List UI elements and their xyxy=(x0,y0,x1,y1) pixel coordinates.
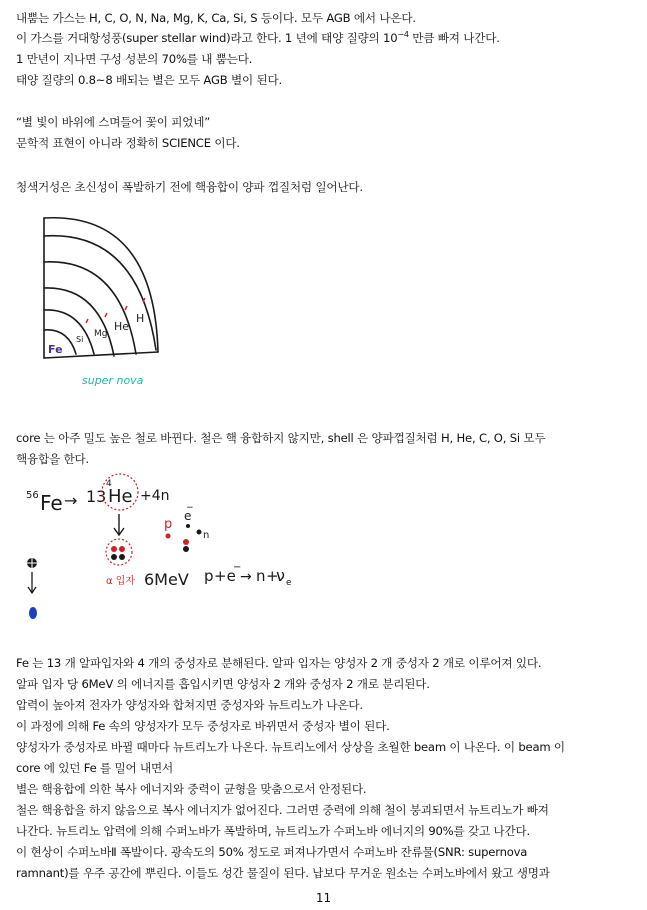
plus-neutrons: +4n xyxy=(140,488,170,504)
shell-label-fe: Fe xyxy=(48,343,63,356)
red-mark-si xyxy=(86,319,88,323)
red-mark-he xyxy=(125,306,127,310)
e-marker-charge: − xyxy=(186,503,194,513)
body-line-9: 나간다. 뉴트리노 압력에 의해 수퍼노바가 폭발하며, 뉴트리노가 수퍼노바 에너지의 90%를 갖고 나간다. xyxy=(16,824,530,838)
intro-line-4: 태양 질량의 0.8~8 배되는 별은 모두 AGB 별이 된다. xyxy=(16,73,282,87)
body-line-10: 이 현상이 수퍼노바Ⅱ 폭발이다. 광속도의 50% 정도로 퍼져나가면서 수퍼노바 잔류물(SNR: supernova xyxy=(16,845,528,859)
body-line-6: core 에 있던 Fe 를 밀어 내면서 xyxy=(16,761,173,775)
alpha-proton-2 xyxy=(119,546,125,552)
intro-line-3: 1 만년이 지나면 구성 성분의 70%를 내 뿜는다. xyxy=(16,52,253,66)
he-symbol: He xyxy=(108,486,133,507)
fe-symbol: Fe xyxy=(40,491,63,515)
combined-marker-dot-red xyxy=(183,539,189,545)
page-number: 11 xyxy=(315,891,332,905)
combined-marker-dot-black xyxy=(183,546,189,552)
reaction-neutrino: ν xyxy=(276,566,285,585)
alpha-particle-circle xyxy=(106,539,132,565)
shell-label-si: Si xyxy=(76,335,84,344)
body-line-8: 철은 핵융합을 하지 않음으로 복사 에너지가 없어진다. 그러면 중력에 의해 철이 붕괴되면서 뉴트리노가 빠져 xyxy=(16,803,549,817)
reaction-electron: +e xyxy=(214,567,236,585)
core-line-2: 핵융합을 한다. xyxy=(16,452,89,466)
p-marker-dot xyxy=(166,534,171,539)
alpha-label: α 입자 xyxy=(106,576,136,587)
p-marker-label: p xyxy=(164,517,173,532)
diagram-caption: super nova xyxy=(82,374,144,387)
e-marker-label: e xyxy=(184,509,192,523)
alpha-neutron-1 xyxy=(111,554,117,560)
n-marker-label: n xyxy=(203,530,210,541)
alpha-coefficient: 13 xyxy=(86,487,107,506)
onion-shell-diagram xyxy=(30,210,170,390)
reaction-proton: p xyxy=(204,567,214,585)
decay-arrow: → xyxy=(64,491,78,510)
body-line-4: 이 과정에 의해 Fe 속의 양성자가 모두 중성자로 바뀌면서 중성자 별이 된다. xyxy=(16,719,390,733)
red-mark-mg xyxy=(105,313,107,317)
alpha-neutron-2 xyxy=(119,554,125,560)
reaction-plus: + xyxy=(266,567,279,585)
alpha-proton-1 xyxy=(111,546,117,552)
reaction-neutrino-sub: e xyxy=(286,578,292,588)
fe-mass-number: 56 xyxy=(26,490,39,501)
quote-line-1: “별 빛이 바위에 스며들어 꽃이 피었네” xyxy=(16,115,211,129)
iron-decomposition-diagram xyxy=(18,468,318,628)
intro-line-1: 내뿜는 가스는 H, C, O, N, Na, Mg, K, Ca, Si, S 등이다. 모두 AGB 에서 나온다. xyxy=(16,11,416,25)
body-line-7: 별은 핵융합에 의한 복사 에너지와 중력이 균형을 맞춤으로서 안정된다. xyxy=(16,782,367,796)
supergiant-line: 청색거성은 초신성이 폭발하기 전에 핵융합이 양파 껍질처럼 일어난다. xyxy=(16,180,363,194)
body-line-3: 압력이 높아져 전자가 양성자와 합쳐지면 중성자와 뉴트리노가 나온다. xyxy=(16,698,363,712)
neutron-star-dot xyxy=(29,607,37,619)
energy-label: 6MeV xyxy=(144,570,189,589)
reaction-electron-charge: − xyxy=(233,562,242,573)
shell-label-mg: Mg xyxy=(94,329,108,339)
intro-line-2-post: 만큼 빠져 나간다. xyxy=(408,31,500,45)
e-marker-dot xyxy=(186,524,190,528)
body-line-2: 알파 입자 당 6MeV 의 에너지를 흡입시키면 양성자 2 개와 중성자 2 개로 분리된다. xyxy=(16,677,430,691)
he-mass-number: 4 xyxy=(106,479,112,489)
intro-line-2 xyxy=(16,30,500,46)
reaction-arrow: → xyxy=(240,569,252,585)
shell-label-he: He xyxy=(114,320,130,333)
shell-label-h: H xyxy=(136,312,145,325)
quote-line-2: 문학적 표현이 아니라 정확히 SCIENCE 이다. xyxy=(16,136,240,150)
body-line-11: ramnant)를 우주 공간에 뿌린다. 이들도 성간 물질이 된다. 납보다 무거운 원소는 수퍼노바에서 왔고 생명과 xyxy=(16,866,550,880)
core-line-1: core 는 아주 밀도 높은 철로 바뀐다. 철은 핵 융합하지 않지만, shell 은 양파껍질처럼 H, He, C, O, Si 모두 xyxy=(16,431,546,445)
body-line-1: Fe 는 13 개 알파입자와 4 개의 중성자로 분해된다. 알파 입자는 양성자 2 개 중성자 2 개로 이루어져 있다. xyxy=(16,656,542,670)
n-marker-dot xyxy=(197,530,202,535)
intro-line-2-pre: 이 가스를 거대항성풍(super stellar wind)라고 한다. 1 년에 태양 질량의 10 xyxy=(16,31,398,45)
intro-line-2-exponent: −4 xyxy=(397,30,409,39)
body-line-5: 양성자가 중성자로 바뀔 때마다 뉴트리노가 나온다. 뉴트리노에서 상상을 초월한 beam 이 나온다. 이 beam 이 xyxy=(16,740,565,754)
reaction-neutron: n xyxy=(256,567,266,585)
